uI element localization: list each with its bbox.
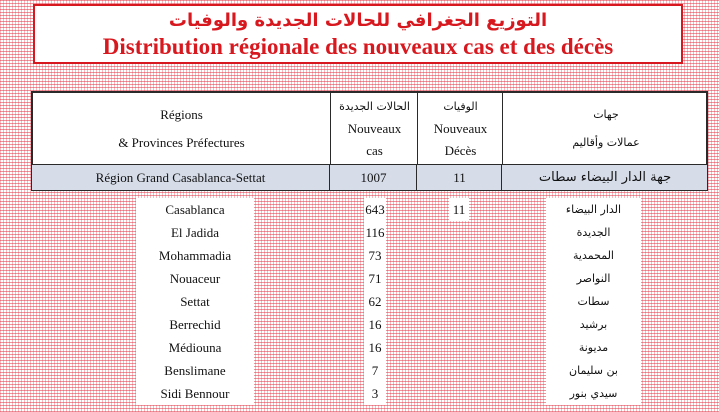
province-deaths [449,244,469,267]
total-cases: 1007 [329,165,417,190]
province-name: El Jadida [136,221,254,244]
header-regions-line1: Régions [160,106,203,122]
province-cases: 16 [364,336,386,359]
province-deaths [449,267,469,290]
province-name: Casablanca [136,198,254,221]
province-name: Settat [136,290,254,313]
province-cases: 3 [364,382,386,405]
header-regions-line2: & Provinces Préfectures [118,134,245,150]
header-regions-ar-1: جهات [593,107,619,121]
province-name-ar: سطات [546,290,641,313]
province-name: Sidi Bennour [136,382,254,405]
title-arabic: التوزيع الجغرافي للحالات الجديدة والوفيات [168,10,548,31]
province-name-ar: برشيد [546,313,641,336]
distribution-table [31,91,708,405]
table-row [31,198,708,221]
province-name-ar: سيدي بنور [546,382,641,405]
total-deaths: 11 [416,165,502,190]
table-row [31,313,708,336]
title-french: Distribution régionale des nouveaux cas et des décès [102,34,614,59]
header-regions-ar [502,93,709,164]
header-new-cases-ar: الحالات الجديدة [339,99,410,113]
table-row [31,221,708,244]
table-row [31,290,708,313]
province-cases: 62 [364,290,386,313]
province-name-ar: الدار البيضاء [546,198,641,221]
province-name-ar: مديونة [546,336,641,359]
province-name: Nouaceur [136,267,254,290]
province-cases: 116 [364,221,386,244]
header-regions-ar-2: عمالات وأقاليم [572,135,640,149]
province-name: Benslimane [136,359,254,382]
province-name-ar: المحمدية [546,244,641,267]
table-row [31,267,708,290]
province-name-ar: بن سليمان [546,359,641,382]
province-deaths [449,359,469,382]
header-new-deaths-fr-2: Décès [444,142,477,158]
header-new-cases [330,93,418,164]
total-name-ar: جهة الدار البيضاء سطات [501,165,708,190]
table-row [31,336,708,359]
header-new-deaths [417,93,503,164]
province-name: Mohammadia [136,244,254,267]
province-deaths [449,336,469,359]
table-row [31,382,708,405]
province-name: Médiouna [136,336,254,359]
table-row [31,359,708,382]
total-row [31,165,708,191]
province-cases: 71 [364,267,386,290]
province-name-ar: النواصر [546,267,641,290]
total-name: Région Grand Casablanca-Settat [95,169,266,185]
header-new-deaths-ar: الوفيات [443,99,478,113]
province-deaths [449,313,469,336]
header-new-cases-fr-1: Nouveaux [347,120,402,136]
province-deaths [449,221,469,244]
table-header [31,91,708,165]
province-cases: 73 [364,244,386,267]
header-new-deaths-fr-1: Nouveaux [433,120,488,136]
title-box [33,4,683,64]
province-name: Berrechid [136,313,254,336]
header-new-cases-fr-2: cas [366,142,383,158]
province-name-ar: الجديدة [546,221,641,244]
province-deaths [449,382,469,405]
province-cases: 7 [364,359,386,382]
province-deaths [449,290,469,313]
table-row [31,244,708,267]
header-regions [33,93,330,164]
province-deaths: 11 [449,198,469,221]
province-cases: 643 [364,198,386,221]
province-cases: 16 [364,313,386,336]
